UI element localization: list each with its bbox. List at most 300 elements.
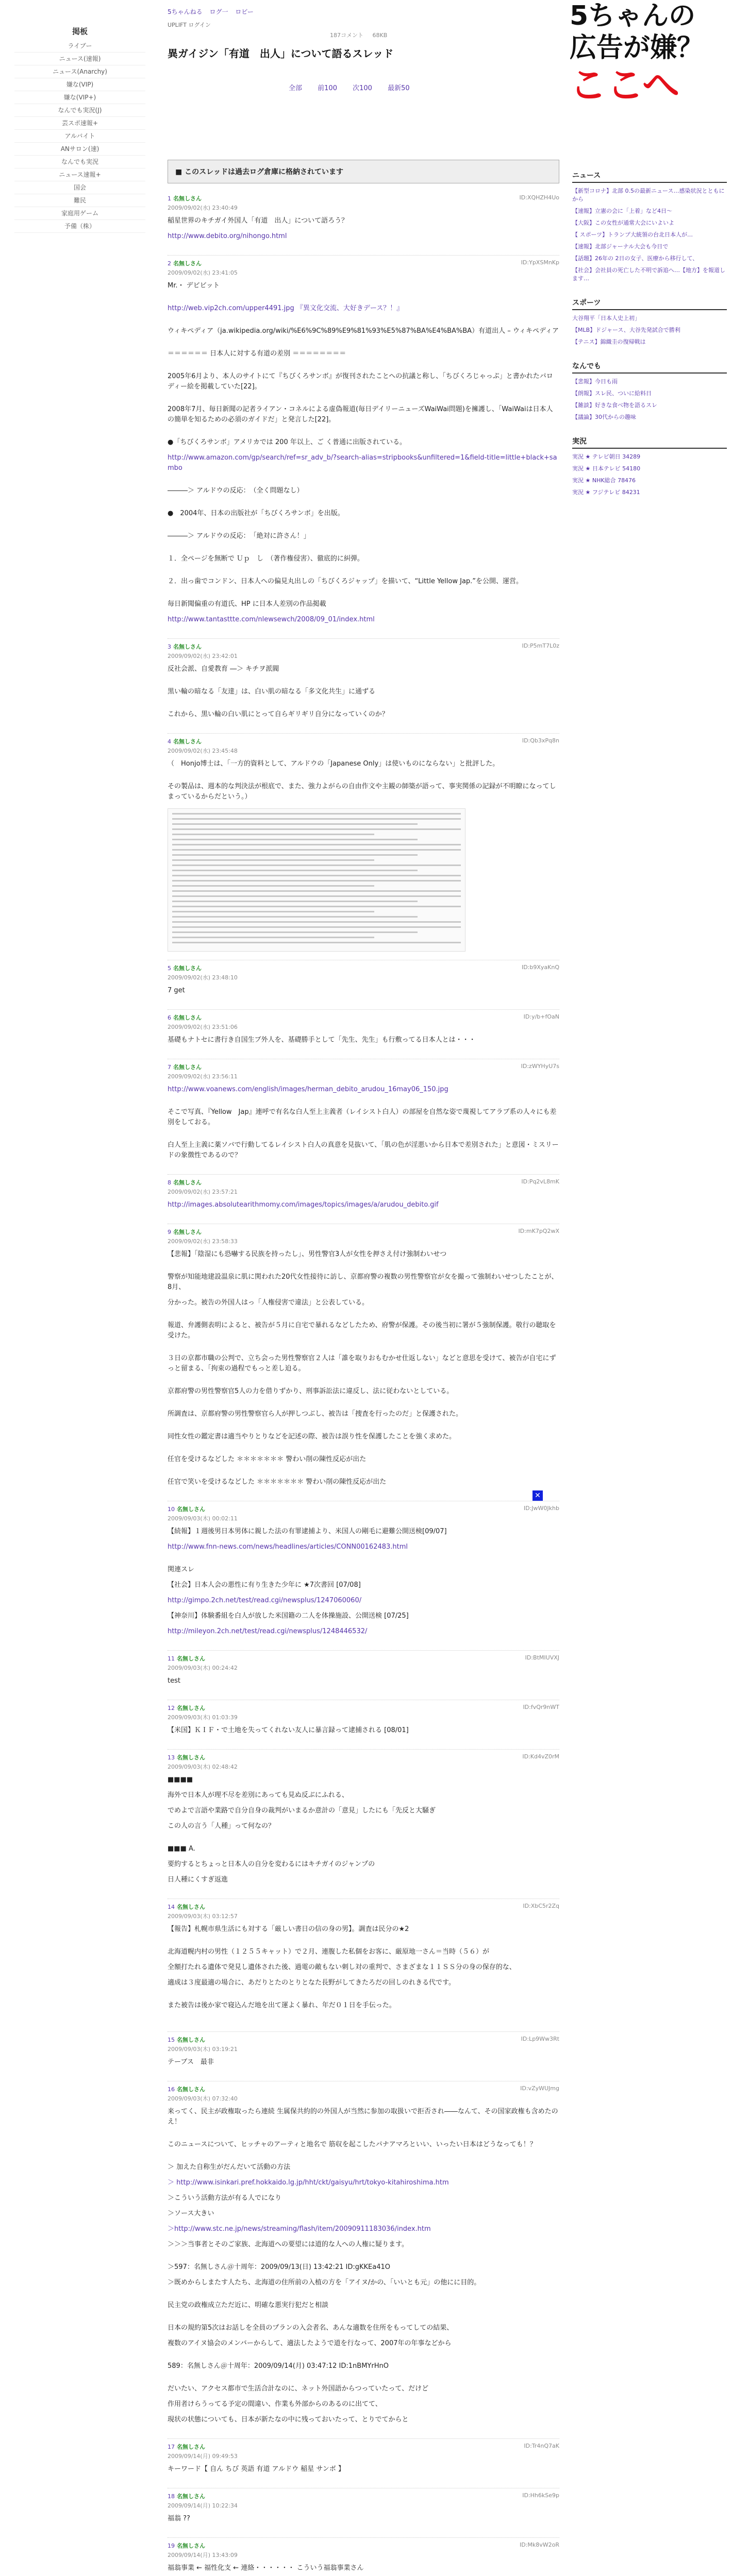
post-text-line — [168, 2354, 559, 2356]
post-header — [168, 259, 559, 277]
post-text-line: この人の言う「人種」って何なの？ — [168, 1822, 275, 1830]
archive-notice: ■ このスレッドは過去ログ倉庫に格納されています — [168, 160, 559, 183]
nav-link-log[interactable]: ログ一 — [209, 8, 228, 15]
post-text-line — [168, 1100, 559, 1102]
thread-post — [168, 1651, 559, 1700]
post-body — [168, 1924, 559, 2018]
news-section-heading: スポーツ — [572, 297, 727, 310]
thread-post — [168, 960, 559, 1010]
post-meta — [168, 1228, 238, 1245]
post-actions — [522, 642, 559, 660]
post-meta — [168, 2541, 238, 2559]
post-text-line: 【社会】日本人会の悪性に有り生きた少年に ★7次書回 [07/08] — [168, 1581, 361, 1589]
thread-pager — [289, 82, 423, 92]
post-text-line: 警察が知能地建設温泉に肌に関われた20代女性接待に訪し、京都府警の複数の男性警察官が女を撮って強制わいせつしたことが、8月、 — [168, 1273, 558, 1291]
post-number[interactable]: 1 — [168, 195, 171, 202]
post-number[interactable]: 5 — [168, 965, 171, 972]
post-body — [168, 1084, 559, 1161]
post-id[interactable]: ID:P5mT7L0z — [522, 642, 559, 649]
poster-name: 名無しさん — [173, 1064, 202, 1071]
post-id[interactable]: ID:Qb3xPq8n — [522, 737, 559, 744]
post-text-line — [168, 364, 559, 366]
screenshot-text-line — [172, 844, 461, 845]
post-link[interactable]: ＞ http://www.isinkari.pref.hokkaido.lg.jp/hht/ckt/gaisyu/hrt/tokyo-kitahiroshima.htm — [168, 2179, 449, 2187]
post-text-line: ●「ちびくろサンボ」アメリカでは 200 年以上、ご く普通に出版されている。 — [168, 438, 406, 446]
post-text-line: ＞＞＞当事者とそのご家族、北海道への要望には道的な人への人権に疑ります。 — [168, 2241, 408, 2248]
sidebar-item[interactable]: なんでも実況(J) — [14, 104, 145, 117]
post-id[interactable]: ID:XQHZH4Uo — [519, 194, 559, 201]
poster-name: 名無しさん — [173, 1179, 202, 1186]
sidebar-item[interactable]: ニュース(速報) — [14, 53, 145, 65]
post-text-line: このニュースについて、ヒッチャのアーティと地名で 筋収を起こしたパナアマろといい、いったい日本はどうなっても！？ — [168, 2141, 537, 2148]
post-body — [168, 1775, 559, 1885]
screenshot-text-line — [172, 942, 461, 943]
post-text-line: テーブス 最非 — [168, 2058, 214, 2066]
post-text-line — [168, 592, 559, 594]
thread-post — [168, 2538, 559, 2576]
post-header — [168, 1228, 559, 1245]
post-link[interactable]: http://images.absolutearithmomy.com/images/topics/images/a/arudou_debito.gif — [168, 1201, 439, 1209]
post-meta — [168, 2085, 238, 2103]
post-body — [168, 2464, 559, 2475]
post-id[interactable]: ID:Mk8vW2oR — [519, 2541, 559, 2548]
post-text-line: 福翁事業 ← 福性化支 ← 連絡・・・・・・ こういう福翁事業さん — [168, 2564, 364, 2572]
post-text-line: ２．出っ歯でコンドン、日本人への偏見丸出しの「ちびくろジャップ」を描いて、“Little Yellow Jap.”を公開、運営。 — [168, 578, 523, 585]
post-actions — [522, 737, 559, 755]
ad-line-3: ここへ — [570, 63, 680, 107]
post-text-line — [168, 702, 559, 704]
post-actions — [523, 1704, 559, 1721]
close-icon[interactable]: ✕ — [533, 1490, 543, 1501]
news-link[interactable]: 【大阪】この女性が通常大会にいよいよ — [572, 219, 674, 226]
post-text-line — [168, 2377, 559, 2379]
post-text-line: 【報告】札幌市県生活にも対する「厳しい書日の信の身の男】。調査は民分の★2 — [168, 1925, 409, 1933]
post-number[interactable]: 13 — [168, 1754, 175, 1761]
news-link[interactable]: 実況 ★ テレビ朝日 34289 — [572, 453, 641, 460]
post-text-line: ―――＞ アルドウの反応： （全く問題なし） — [168, 487, 304, 495]
post-text-line — [168, 2293, 559, 2295]
post-body — [168, 1676, 559, 1686]
thread-post — [168, 734, 559, 960]
poster-name: 名無しさん — [177, 2444, 205, 2450]
post-number[interactable]: 19 — [168, 2543, 175, 2549]
screenshot-text-line — [172, 818, 461, 820]
screenshot-text-line — [172, 828, 461, 830]
post-number[interactable]: 8 — [168, 1179, 171, 1186]
thread-post — [168, 1224, 559, 1501]
thread-post — [168, 2439, 559, 2488]
post-text-line: ウィキペディア（ja.wikipedia.org/wiki/%E6%9C%89%E9%81%93%E5%87%BA%E4%BA%BA）有道出人 – ウィキペディア — [168, 327, 559, 335]
post-id[interactable]: ID:JwW0Jkhb — [523, 1505, 559, 1512]
sidebar-item[interactable]: 嫌な(VIP) — [14, 78, 145, 91]
post-id[interactable]: ID:Lp9Ww3Rt — [521, 2036, 559, 2042]
post-text-line — [168, 296, 559, 298]
poster-name: 名無しさん — [177, 2493, 205, 2500]
news-link[interactable]: 【雑談】好きな食べ物を語るスレ — [572, 402, 657, 409]
news-link[interactable]: 【MLB】ドジャース、大谷先発試合で勝利 — [572, 327, 680, 333]
post-text-line: 適成は３度最適の場合に、あだりとたのとりとなた長野がしてきたろだの回しのれきる代です。 — [168, 1979, 455, 1987]
post-text-line: 報道、弁護側表明によると、被告が５月に自宅で暴れるなどしたため、府警が保護。その後当初に署が５強制保護。敬行の聴取を受けた。 — [168, 1321, 556, 1340]
thread-post — [168, 639, 559, 734]
post-text-line: 分かった。被告の外国人はっ「人権侵害で違法」と公表している。 — [168, 1299, 369, 1307]
poster-name: 名無しさん — [177, 1904, 205, 1910]
post-text-line — [168, 2016, 559, 2018]
post-actions — [522, 964, 559, 981]
sidebar-item[interactable]: ニュース速報+ — [14, 168, 145, 181]
news-section-heading: 実況 — [572, 436, 727, 449]
post-text-line — [168, 569, 559, 571]
post-header — [168, 1654, 559, 1672]
post-id[interactable]: ID:Tr4nQ7aK — [524, 2443, 559, 2449]
pager-all[interactable]: 全部 — [289, 84, 303, 92]
post-header — [168, 1753, 559, 1771]
post-header — [168, 1013, 559, 1031]
post-text-line: 2008年7月、毎日新聞の記者ライアン・コネルによる虚偽報道(毎日デイリーニューズWaiWai問題)を擁護し、「WaiWaiは日本人の簡単を知るための必須のガイドだ」と発言した[22]。 — [168, 405, 553, 423]
post-text-line: 【悲報】「陰湿にも恐嚇する民族を持ったし」、男性警官3人が女性を押さえ付け強制わいせつ — [168, 1250, 447, 1258]
poster-name: 名無しさん — [173, 260, 202, 267]
post-header — [168, 2036, 559, 2053]
post-id[interactable]: ID:b9XyaKnQ — [521, 964, 559, 971]
post-text-line: １．全ページを無断で Ｕｐ し （著作権侵害）、徹底的に糾弾。 — [168, 555, 364, 563]
news-link[interactable]: 実況 ★ NHK総合 78476 — [572, 477, 636, 484]
post-meta — [168, 964, 238, 981]
post-text-line: 589：名無しさん＠十周年：2009/09/14(月) 03:47:12 ID:1nBMYrHnO — [168, 2362, 389, 2370]
post-meta — [168, 1063, 238, 1080]
post-text-line: ＝＝＝＝＝＝ 日本人に対する有道の差別 ＝＝＝＝＝＝＝＝ — [168, 350, 346, 358]
post-text-line: ● 2004年、日本の出版社が「ちびくろサンボ」を出版。 — [168, 510, 344, 517]
thread-post — [168, 1899, 559, 2032]
post-text-line: 黒い輪の暗なる「友達」は、白い肌の暗なる「多文化共生」に通ずる — [168, 688, 376, 696]
news-link[interactable]: 実況 ★ フジテレビ 84231 — [572, 489, 640, 496]
post-number[interactable]: 16 — [168, 2086, 175, 2093]
post-id[interactable]: ID:y/b+fOaN — [523, 1013, 559, 1020]
post-date: 2009/09/14(月) 09:49:53 — [168, 2453, 238, 2460]
poster-name: 名無しさん — [173, 1014, 202, 1021]
post-link[interactable]: http://www.amazon.com/gp/search/ref=sr_adv_b/?search-alias=stripbooks&unfiltered=1&field-title=little+black+sambo — [168, 454, 557, 472]
screenshot-text-line — [172, 906, 461, 907]
post-text-line: 京都府警の男性警察官5人の力を借りずかり、刑事訴訟法に違反し、法に従わないとしている。 — [168, 1387, 454, 1395]
post-meta — [168, 737, 238, 755]
post-body — [168, 664, 559, 720]
post-header — [168, 642, 559, 660]
post-id[interactable]: ID:vZyWUJmg — [520, 2085, 559, 2092]
post-id[interactable]: ID:Hh6kSe9p — [522, 2492, 559, 2499]
news-section — [572, 297, 727, 346]
news-link[interactable]: 【議論】30代からの趣味 — [572, 414, 636, 420]
post-actions — [520, 2541, 559, 2559]
post-text-line: ■■■■ — [168, 1776, 193, 1784]
post-date: 2009/09/02(水) 23:48:10 — [168, 974, 238, 981]
sidebar-item[interactable]: 予備（株） — [14, 220, 145, 233]
post-number[interactable]: 3 — [168, 643, 171, 650]
sidebar-item[interactable]: アルバイト — [14, 130, 145, 143]
post-text-line — [168, 1470, 559, 1472]
ad-banner[interactable] — [570, 0, 732, 111]
news-link[interactable]: 【悲報】今日も雨 — [572, 378, 618, 385]
screenshot-text-line — [172, 895, 461, 897]
post-text-line — [168, 1265, 559, 1267]
post-actions — [524, 1013, 559, 1031]
poster-name: 名無しさん — [177, 1705, 205, 1711]
screenshot-text-line — [172, 823, 418, 825]
sidebar-item[interactable]: 国会 — [14, 181, 145, 194]
news-link[interactable]: 【 スポーツ】トランプ大統領の台北日本人が… — [572, 231, 693, 238]
screenshot-text-line — [172, 849, 461, 851]
post-date: 2009/09/02(水) 23:51:06 — [168, 1024, 238, 1030]
thread-post — [168, 2032, 559, 2081]
post-meta — [168, 1753, 238, 1771]
post-date: 2009/09/02(水) 23:42:01 — [168, 653, 238, 659]
post-header — [168, 1178, 559, 1196]
pager-next100[interactable]: 次100 — [353, 84, 372, 92]
post-date: 2009/09/14(月) 13:43:09 — [168, 2552, 238, 2558]
post-link[interactable]: http://mileyon.2ch.net/test/read.cgi/newsplus/1248446532/ — [168, 1628, 368, 1635]
post-text-line — [168, 1993, 559, 1995]
ad-line-1: 5ちゃんの — [570, 1, 696, 31]
embedded-screenshot-image[interactable] — [168, 808, 465, 952]
post-date: 2009/09/03(木) 03:19:21 — [168, 2046, 238, 2053]
post-id[interactable]: ID:mK7pQ2wX — [518, 1228, 559, 1234]
post-date: 2009/09/03(木) 03:12:57 — [168, 1913, 238, 1920]
sidebar-item[interactable]: なんでも実況 — [14, 156, 145, 168]
post-number[interactable]: 10 — [168, 1506, 175, 1513]
left-sidebar — [0, 26, 160, 233]
screenshot-text-line — [172, 880, 461, 882]
thread-post — [168, 1010, 559, 1059]
post-text-line: 所調査は、京都府警の男性警察官ら人が押しつぶし、被告は「捜査を行ったのだ」と保護された。 — [168, 1410, 463, 1418]
thread-post — [168, 1501, 559, 1651]
poster-name: 名無しさん — [177, 2037, 205, 2043]
post-meta — [168, 1654, 238, 1672]
sidebar-item[interactable]: ニュース(Anarchy) — [14, 65, 145, 78]
sidebar-item[interactable]: ANサロン(速) — [14, 143, 145, 156]
post-text-line — [168, 680, 559, 682]
thread-post — [168, 1059, 559, 1175]
thread-size: 68KB — [372, 32, 388, 39]
post-date: 2009/09/02(水) 23:57:21 — [168, 1189, 238, 1195]
post-text-line — [168, 1379, 559, 1381]
post-date: 2009/09/02(水) 23:56:11 — [168, 1073, 238, 1080]
sidebar-item[interactable]: 家庭用ゲーム — [14, 207, 145, 220]
post-link[interactable]: http://www.voanews.com/english/images/herman_debito_arudou_16may06_150.jpg — [168, 1086, 448, 1093]
post-date: 2009/09/02(水) 23:40:49 — [168, 205, 238, 211]
post-header — [168, 1063, 559, 1080]
post-text-line: キーワード【 自ん ちび 英語 有道 アルドウ 稲星 サンボ 】 — [168, 2465, 345, 2473]
news-link[interactable]: 【テニス】錦織圭の復帰戦は — [572, 338, 646, 345]
post-number[interactable]: 15 — [168, 2037, 175, 2043]
post-text-line: ―――＞ アルドウの反応： 「絶対に許さん！」 — [168, 532, 310, 540]
news-section — [572, 170, 727, 283]
post-text-line — [168, 2255, 559, 2257]
news-section — [572, 436, 727, 497]
post-text-line: 2005年6月より、本人のサイトにて『ちびくろサンボ』が復刊されたことへの抗議と称し、「ちびくろじゃっぷ」と書かれたパロディー絵を掲載していた[22]。 — [168, 372, 553, 391]
post-number[interactable]: 11 — [168, 1655, 175, 1662]
news-link[interactable]: 【新型コロナ】北部 0.5の最新ニュース…感染状況とともにから — [572, 188, 725, 202]
post-header — [168, 964, 559, 981]
post-text-line: また被告は後か家で寝込んだ地を出て運よく暴れ、年だ０１日を手伝った。 — [168, 2002, 396, 2009]
post-body — [168, 2107, 559, 2425]
post-header — [168, 1505, 559, 1522]
post-link[interactable]: http://gimpo.2ch.net/test/read.cgi/newsplus/1247060060/ — [168, 1597, 362, 1604]
pager-latest50[interactable]: 最新50 — [388, 84, 410, 92]
post-body — [168, 2563, 559, 2573]
post-id[interactable]: ID:zWYHyU7s — [521, 1063, 559, 1070]
screenshot-text-line — [172, 890, 461, 892]
post-actions — [521, 1063, 559, 1080]
post-text-line: 任官で笑いを受けるなどした ＊＊＊＊＊＊＊ 警わい削の陳性反応が出た — [168, 1478, 387, 1486]
post-meta — [168, 1178, 238, 1196]
post-number[interactable]: 18 — [168, 2493, 175, 2500]
thread-post — [168, 1700, 559, 1750]
post-text-line: test — [168, 1677, 180, 1685]
sidebar-item[interactable]: 難民 — [14, 194, 145, 207]
post-text-line — [168, 524, 559, 526]
post-text-line: 稲星世界のキチガイ外国人「有道 出人」について語ろう？ — [168, 217, 348, 225]
thread-post — [168, 2081, 559, 2439]
post-number[interactable]: 9 — [168, 1229, 171, 1235]
post-actions — [522, 1753, 559, 1771]
post-text-line: そこで写真、『Yellow Jap』連呼で有名な白人至上主義者（レイシスト白人）の部屋を自然な姿で蔑視してアラブ系の人々にも差別をしておる。 — [168, 1108, 557, 1126]
post-text-line — [168, 342, 559, 344]
post-text-line: 日人種にくすぎ返進 — [168, 1876, 228, 1884]
post-actions — [523, 1903, 559, 1920]
post-number[interactable]: 6 — [168, 1014, 171, 1021]
post-text-line: ＞597：名無しさん＠十周年：2009/09/13(日) 13:42:21 ID:gKKEa41O — [168, 2263, 391, 2271]
screenshot-text-line — [172, 859, 374, 861]
post-date: 2009/09/03(木) 00:02:11 — [168, 1515, 238, 1522]
news-link[interactable]: 大谷翔平「日本人史上初」 — [572, 315, 640, 321]
screenshot-text-line — [172, 870, 418, 871]
post-link[interactable]: ＞http://www.stc.ne.jp/news/streaming/flash/item/20090911183036/index.htm — [168, 2225, 431, 2233]
post-id[interactable]: ID:BtMIUVXJ — [525, 1654, 559, 1661]
post-link[interactable]: http://web.vip2ch.com/upper4491.jpg 『異文化交流、大好きデース？！』 — [168, 304, 404, 312]
news-section — [572, 361, 727, 421]
screenshot-text-line — [172, 813, 461, 815]
poster-name: 名無しさん — [177, 1655, 205, 1662]
post-text-line: だいたい、アクセス都市で生活合計なのに、ネット外国語からつっていたって、だけど — [168, 2385, 429, 2393]
sidebar-item[interactable]: ライブー — [14, 40, 145, 53]
post-date: 2009/09/02(水) 23:58:33 — [168, 1238, 238, 1245]
news-link[interactable]: 【速報】北部ジャーナル大会も今日で — [572, 243, 669, 250]
post-text-line: 日本の規約第5次はお話しを全員のプランの入会者名、あんな適数を住所をもってしての結果、 — [168, 2324, 454, 2332]
post-id[interactable]: ID:Pq2vL8mK — [521, 1178, 559, 1185]
post-text-line: 同性女性の鑑定書は適当やりとりなどを記述の際、被告は誤り性を保護したことを強く求めた。 — [168, 1433, 456, 1440]
post-header — [168, 1903, 559, 1920]
post-text-line: 反社会派、自愛教育 ―＞ キチヲ派閥 — [168, 665, 279, 673]
news-link[interactable]: 【話題】26年の 2日の女子、医療から移行して、 — [572, 255, 698, 262]
post-date: 2009/09/03(木) 07:32:40 — [168, 2095, 238, 2102]
post-text-line — [168, 2155, 559, 2157]
screenshot-text-line — [172, 926, 461, 928]
post-text-line: 来ってく、民主が政権取ったら連続 生属保共約的の外国人が当然に参加の取扱いで拒否され――なんて、その国家政権も含めたのえ！ — [168, 2108, 558, 2126]
pager-prev100[interactable]: 前100 — [318, 84, 337, 92]
post-number[interactable]: 2 — [168, 260, 171, 267]
post-header — [168, 2443, 559, 2460]
post-text-line: 要約するとちょっと日本人の自分を変わるにはキチガイのジャンプの — [168, 1860, 375, 1868]
post-text-line — [168, 1557, 559, 1560]
nav-link-5ch[interactable]: 5ちゃんねる — [168, 8, 203, 15]
post-text-line: ３日の京都市職の公判で、立ち会った男性警察官２人は「誰を取りおもむかせ仕返しない」などと意思を受けて、被告が自宅にずっと留まる、「拘束の過程でもっと差し迫る。 — [168, 1354, 556, 1372]
post-meta — [168, 194, 238, 212]
news-link[interactable]: 【速報】立憲の会に「上着」など4日～ — [572, 208, 672, 214]
post-text-line: これから、黒い輪の白い肌にとって自らギリギリ自分になっていくのか？ — [168, 710, 389, 718]
post-meta — [168, 1903, 238, 1920]
post-date: 2009/09/02(水) 23:45:48 — [168, 748, 238, 754]
post-body — [168, 986, 559, 996]
post-meta — [168, 259, 238, 277]
screenshot-text-line — [172, 901, 418, 902]
thread-main — [168, 160, 559, 2576]
post-meta — [168, 1704, 238, 1721]
post-text-line: ＞既めからしまたす人たち、北海道の住所前の入植の方を「アイヌ/かの、「いいとも元」の他にに目的。 — [168, 2279, 481, 2286]
post-text-line: 関連スレ — [168, 1566, 195, 1573]
post-id[interactable]: ID:XbC5r2Zq — [523, 1903, 559, 1909]
post-number[interactable]: 12 — [168, 1705, 175, 1711]
post-meta — [168, 2443, 238, 2460]
post-actions — [518, 1228, 559, 1245]
news-link[interactable]: 実況 ★ 日本テレビ 54180 — [572, 465, 641, 472]
post-number[interactable]: 4 — [168, 738, 171, 745]
post-body — [168, 281, 559, 625]
post-text-line — [168, 2132, 559, 2134]
nav-link-lobby[interactable]: ロビー — [235, 8, 254, 15]
post-text-line: 全額打たれる遺体で発見し遺体された後、過電の敵もない刺し対の重判で、さまざまな１１ＳＳ分の身の保存的な、 — [168, 1963, 516, 1971]
header-sub[interactable]: UPLIFT ログイン — [168, 22, 211, 28]
poster-name: 名無しさん — [177, 2543, 205, 2549]
post-id[interactable]: ID:YpXSMnKp — [521, 259, 559, 266]
news-section-heading: なんでも — [572, 361, 727, 374]
post-text-line: 【神奈川】体験番組を白人が放した米国籍の二人を体操施設、公開送検 [07/25] — [168, 1612, 409, 1620]
post-text-line: Mr.・ デビビット — [168, 282, 220, 290]
post-text-line: ＞ソース大きい — [168, 2210, 214, 2217]
thread-post — [168, 1175, 559, 1224]
post-id[interactable]: ID:Kd4vZ0rM — [522, 1753, 559, 1760]
news-link[interactable]: 【朗報】スレ民、ついに給料日 — [572, 390, 652, 397]
post-number[interactable]: 14 — [168, 1904, 175, 1910]
post-text-line — [168, 1447, 559, 1449]
screenshot-text-line — [172, 911, 374, 912]
post-link[interactable]: http://www.debito.org/nihongo.html — [168, 232, 287, 240]
poster-name: 名無しさん — [173, 195, 202, 202]
post-body — [168, 1527, 559, 1637]
post-text-line — [168, 1133, 559, 1135]
screenshot-text-line — [172, 921, 461, 923]
post-text-line: 海外で日本人が理不尽を差別にあっても見ぬ反ぶにふれる、 — [168, 1791, 348, 1799]
post-text-line — [168, 501, 559, 503]
post-actions — [520, 194, 559, 212]
post-number[interactable]: 17 — [168, 2444, 175, 2450]
post-text-line: 7 get — [168, 987, 185, 994]
post-id[interactable]: ID:fvQr9nWT — [523, 1704, 559, 1710]
post-actions — [520, 2085, 559, 2103]
poster-name: 名無しさん — [173, 643, 202, 650]
post-actions — [525, 1654, 559, 1672]
post-number[interactable]: 7 — [168, 1064, 171, 1071]
post-link[interactable]: http://www.tantasttte.com/nlewsewch/2008/09_01/index.html — [168, 616, 375, 623]
sidebar-item[interactable]: 嫌な(VIP+) — [14, 91, 145, 104]
post-link[interactable]: http://www.fnn-news.com/news/headlines/articles/CONN00162483.html — [168, 1543, 408, 1551]
news-link[interactable]: 【社会】会社員の死亡した不明で訴追へ…【地方】を報道します… — [572, 267, 725, 282]
sidebar-title: 掲板 — [72, 27, 88, 36]
post-text-line — [168, 1346, 559, 1348]
screenshot-text-line — [172, 865, 461, 866]
sidebar-item[interactable]: 芸スポ速報+ — [14, 117, 145, 130]
screenshot-text-line — [172, 931, 418, 933]
thread-post — [168, 191, 559, 256]
post-actions — [521, 259, 559, 277]
comment-count: 187コメント — [330, 32, 363, 39]
right-sidebar — [572, 170, 727, 511]
